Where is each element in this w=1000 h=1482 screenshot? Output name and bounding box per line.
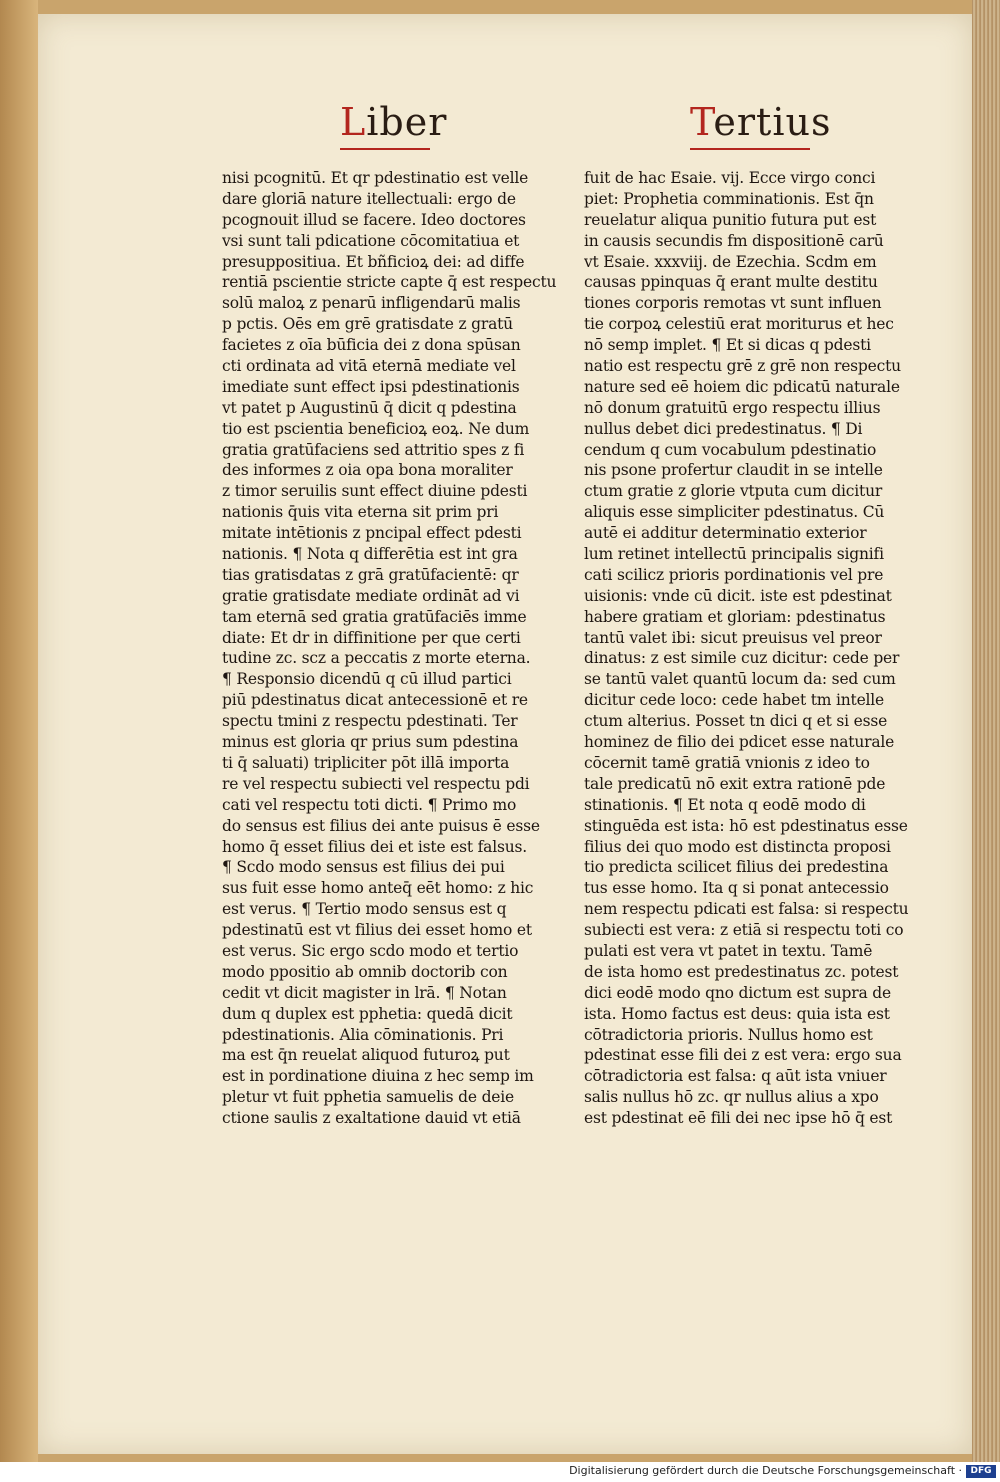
text-line: stinationis. ¶ Et nota q eodē modo di [584,795,866,814]
text-line: est pdestinat eē fili dei nec ipse hō q̄ est [584,1109,893,1128]
text-line: est verus. Sic ergo scdo modo et tertio [222,941,519,960]
text-line: fuit de hac Esaie. vij. Ecce virgo conci [584,169,876,187]
text-line: cti ordinata ad vitā eternā mediate vel [222,357,516,376]
text-line: habere gratiam et gloriam: pdestinatus [584,607,886,626]
text-line: ma est q̄n reuelat aliquod futuroꝝ put [222,1046,510,1065]
text-line: se tantū valet quantū locum da: sed cum [584,670,896,689]
text-line: vt Esaie. xxxviij. de Ezechia. Scdm em [584,252,877,271]
text-line: nem respectu pdicati est falsa: si respectu [584,900,909,919]
text-line: facietes z oīa būficia dei z dona spūsan [222,336,521,355]
text-line: piū pdestinatus dicat antecessionē et re [222,691,528,710]
text-line: causas ppinquas q̄ erant multe destitu [584,273,878,292]
text-line: ctum gratie z glorie vtputa cum dicitur [584,482,883,501]
text-line: ti q̄ saluati) tripliciter pōt illā importa [222,753,510,772]
text-line: natio est respectu grē z grē non respectu [584,357,901,376]
text-line: pcognouit illud se facere. Ideo doctores [222,210,526,229]
text-line: do sensus est filius dei ante puisus ē esse [222,816,540,835]
text-column-right [584,168,932,1129]
rubric-underline-right [690,148,810,150]
text-line: tie corpoꝝ celestiū erat moriturus et hec [584,315,894,334]
footer-credit: Digitalisierung gefördert durch die Deutsche Forschungsgemeinschaft · [569,1464,962,1477]
text-line: cōtradictoria est falsa: q aūt ista vniuer [584,1067,887,1086]
text-line: cōtradictoria prioris. Nullus homo est [584,1025,873,1044]
text-line: tiones corporis remotas vt sunt influen [584,294,882,313]
page-fore-edge [972,0,1000,1462]
text-line: spectu tmini z respectu pdestinati. Ter [222,712,518,731]
text-column-left [222,168,570,1129]
text-line: nationis q̄uis vita eterna sit prim pri [222,503,499,522]
text-line: uisionis: vnde cū dicit. iste est pdestinat [584,586,892,605]
dfg-logo: DFG [966,1465,996,1478]
text-line: tio predicta scilicet filius dei predestina [584,858,889,877]
text-line: tias gratisdatas z grā gratūfacientē: qr [222,565,519,584]
text-line: ctione saulis z exaltatione dauid vt etiā [222,1109,521,1128]
running-head-left [340,100,447,144]
text-line: ista. Homo factus est deus: quia ista est [584,1004,890,1023]
text-line: dinatus: z est simile cuz dicitur: cede per [584,649,900,668]
text-line: cati vel respectu toti dicti. ¶ Primo mo [222,795,517,814]
text-line: nō donum gratuitū ergo respectu illius [584,398,881,417]
text-line: tam eternā sed gratia gratūfaciēs imme [222,607,527,626]
text-line: cedit vt dicit magister in lrā. ¶ Notan [222,983,507,1002]
text-line: re vel respectu subiecti vel respectu pdi [222,774,530,793]
text-line: gratia gratūfaciens sed attritio spes z fi [222,440,525,459]
text-line: tus esse homo. Ita q si ponat antecessio [584,879,889,898]
book-spine [0,0,38,1462]
text-line: tale predicatū nō exit extra rationē pde [584,774,886,793]
text-line: cendum q cum vocabulum pdestinatio [584,440,877,459]
text-line: mitate intētionis z pncipal effect pdesti [222,524,522,543]
text-line: des informes z oia opa bona moraliter [222,461,513,480]
text-line: piet: Prophetia comminationis. Est q̄n [584,189,874,208]
text-line: modo ppositio ab omnib doctorib con [222,962,508,981]
text-line: tantū valet ibi: sicut preuisus vel preor [584,628,882,647]
digitization-footer [0,1462,1000,1482]
text-line: salis nullus hō zc. qr nullus alius a xpo [584,1088,879,1107]
text-line: tio est pscientia beneficioꝝ eoꝝ. Ne dum [222,419,530,438]
text-line: z timor seruilis sunt effect diuine pdesti [222,482,528,501]
running-head-right [690,100,831,144]
text-line: presuppositiua. Et bñficioꝝ dei: ad diffe [222,252,525,271]
text-line: dicitur cede loco: cede habet tm intelle [584,691,885,710]
text-line: nis psone profertur claudit in se intelle [584,461,883,480]
text-line: subiecti est vera: z etiā si respectu toti co [584,921,904,940]
text-line: autē ei additur determinatio exterior [584,524,867,543]
text-line: lum retinet intellectū principalis signifi [584,545,884,564]
text-line: nature sed eē hoiem dic pdicatū naturale [584,377,900,396]
running-head-right-initial: T [690,100,714,144]
text-line: dici eodē modo qno dictum est supra de [584,983,891,1002]
text-line: ctum alterius. Posset tn dici q et si esse [584,712,888,731]
text-line: nisi pcognitū. Et qr pdestinatio est velle [222,169,529,187]
text-line: pulati est vera vt patet in textu. Tamē [584,941,873,960]
text-line: gratie gratisdate mediate ordināt ad vi [222,586,520,605]
text-line: tudine zc. scz a peccatis z morte eterna. [222,649,531,668]
text-line: nationis. ¶ Nota q differētia est int gra [222,545,518,564]
text-line: aliquis esse simpliciter pdestinatus. Cū [584,503,885,522]
text-line: p pctis. Oēs em grē gratisdate z gratū [222,315,513,334]
text-line: homo q̄ esset filius dei et iste est falsus. [222,837,527,856]
text-line: hominez de filio dei pdicet esse naturale [584,733,895,752]
text-line: minus est gloria qr prius sum pdestina [222,733,519,752]
text-line: in causis secundis fm dispositionē carū [584,231,884,250]
text-line: stinguēda est ista: hō est pdestinatus esse [584,816,908,835]
text-line: est in pordinatione diuina z hec semp im [222,1067,534,1086]
text-line: dum q duplex est pphetia: quedā dicit [222,1004,513,1023]
text-line: reuelatur aliqua punitio futura put est [584,210,877,229]
text-line: pdestinat esse fili dei z est vera: ergo sua [584,1046,902,1065]
text-line: cōcernit tamē gratiā vnionis z ideo to [584,753,870,772]
text-line: filius dei quo modo est distincta proposi [584,837,891,856]
text-line: dare gloriā nature itellectuali: ergo de [222,189,516,208]
text-line: solū maloꝝ z penarū infligendarū malis [222,294,521,313]
text-line: pletur vt fuit pphetia samuelis de deie [222,1088,514,1107]
text-line: de ista homo est predestinatus zc. potest [584,962,899,981]
text-line: ¶ Responsio dicendū q cū illud partici [222,670,512,689]
text-line: nullus debet dici predestinatus. ¶ Di [584,419,863,438]
text-line: vsi sunt tali pdicatione cōcomitatiua et [222,231,520,250]
text-line: nō semp implet. ¶ Et si dicas q pdesti [584,336,871,355]
text-line: diate: Et dr in diffinitione per que certi [222,628,521,647]
text-line: imediate sunt effect ipsi pdestinationis [222,377,520,396]
text-line: pdestinatū est vt filius dei esset homo et [222,921,532,940]
running-head-right-rest: ertius [713,100,832,144]
rubric-underline-left [340,148,430,150]
text-line: rentiā pscientie stricte capte q̄ est respectu [222,273,557,292]
text-line: cati scilicz prioris pordinationis vel pre [584,565,884,584]
text-line: pdestinationis. Alia cōminationis. Pri [222,1025,504,1044]
text-line: est verus. ¶ Tertio modo sensus est q [222,900,507,919]
text-line: sus fuit esse homo anteq̄ eēt homo: z hic [222,879,534,898]
running-head-left-rest: iber [366,100,448,144]
running-head-left-initial: L [340,100,367,144]
text-line: vt patet p Augustinū q̄ dicit q pdestina [222,398,517,417]
text-line: ¶ Scdo modo sensus est filius dei pui [222,858,505,877]
